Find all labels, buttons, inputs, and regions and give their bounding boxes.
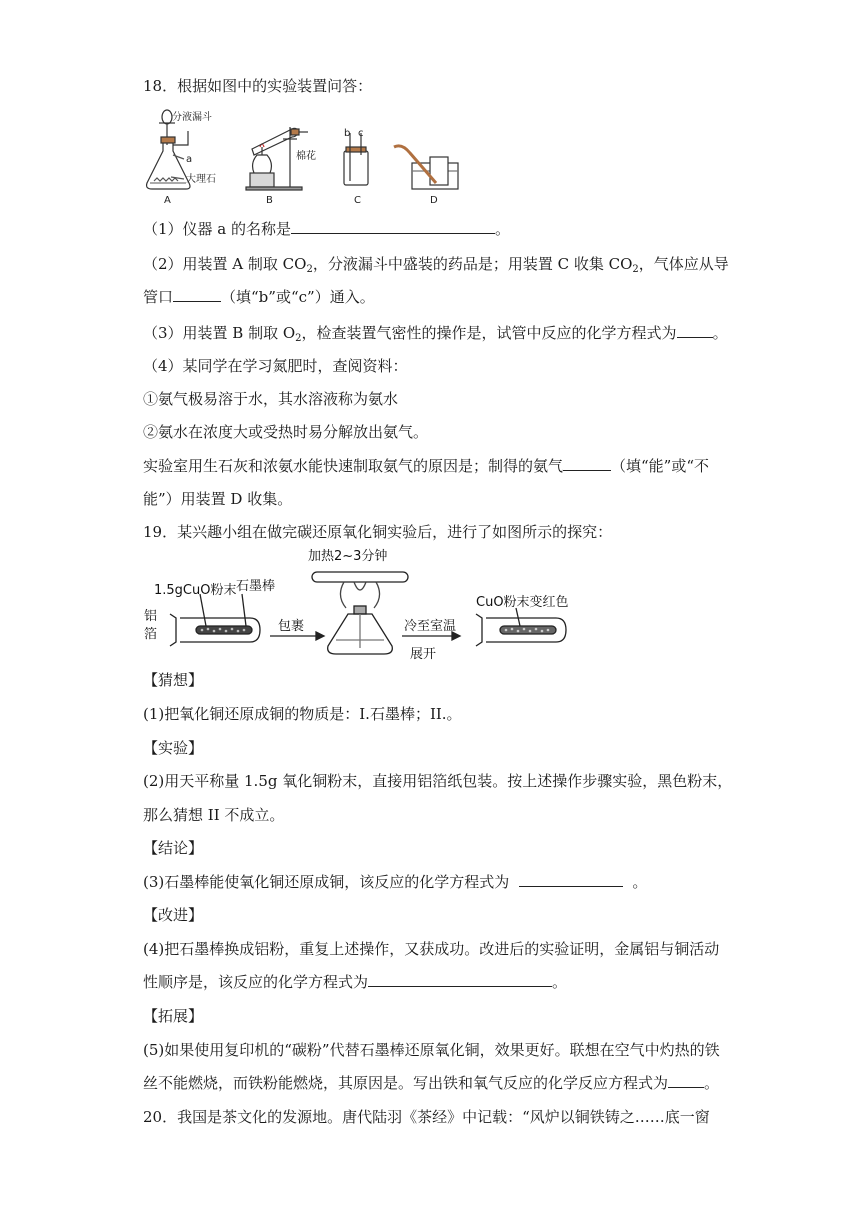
answer-blank[interactable] — [291, 219, 495, 234]
q18-part2-line2: 管口 （填“b”或“c”）通入。 — [143, 288, 375, 306]
label-B: B — [266, 195, 273, 206]
answer-blank[interactable] — [368, 972, 552, 987]
label-foil-1: 铝 — [144, 609, 158, 624]
answer-blank[interactable] — [563, 456, 611, 471]
label-marble: 大理石 — [186, 174, 216, 185]
q18-part1: （1）仪器 a 的名称是 。 — [143, 220, 511, 238]
apparatus-d — [394, 146, 458, 189]
q19-part2-line1: (2)用天平称量 1.5g 氧化铜粉末，直接用铝箔纸包装。按上述操作步骤实验，黑色粉末， — [143, 772, 733, 790]
label-unfold: 展开 — [410, 647, 437, 662]
answer-blank[interactable] — [519, 872, 623, 887]
foil-left — [170, 594, 260, 646]
q18-part2-line1: （2）用装置 A 制取 $CO_2$，分液漏斗中盛装的药品是；用装置 C 收集 $CO_2$，气体应从导 — [143, 255, 729, 275]
answer-blank[interactable] — [677, 323, 713, 338]
q19-part3: (3)石墨棒能使氧化铜还原成铜，该反应的化学方程式为 。 — [143, 873, 648, 891]
label-cuo-powder: 1.5gCuO粉末 — [154, 583, 237, 598]
heading-conclusion: 【结论】 — [143, 839, 204, 857]
label-heat: 加热2~3分钟 — [308, 549, 388, 564]
q19-part2-line2: 那么猜想 II 不成立。 — [143, 806, 285, 824]
label-a: a — [186, 154, 193, 165]
q18-apparatus-figure — [140, 103, 470, 207]
q19-part5-line2: 丝不能燃烧，而铁粉能燃烧，其原因是。写出铁和氧气反应的化学反应方程式为 。 — [143, 1074, 720, 1092]
answer-blank[interactable] — [173, 287, 221, 302]
heading-experiment: 【实验】 — [143, 739, 204, 757]
heading-extension: 【拓展】 — [143, 1007, 204, 1025]
label-cool: 冷至室温 — [404, 619, 457, 634]
q19-experiment-figure — [140, 546, 600, 664]
label-cotton: 棉花 — [296, 151, 316, 162]
label-D: D — [430, 195, 438, 206]
apparatus-c — [344, 133, 368, 185]
label-graphite-rod: 石墨棒 — [236, 579, 276, 594]
q18-part3: （3）用装置 B 制取 $O_2$，检查装置气密性的操作是，试管中反应的化学方程式为 。 — [143, 324, 728, 344]
label-foil-2: 箔 — [144, 627, 158, 642]
heading-improvement: 【改进】 — [143, 906, 204, 924]
label-C: C — [354, 195, 361, 206]
label-b: b — [344, 128, 351, 139]
label-result: CuO粉末变红色 — [476, 595, 569, 610]
q20-title: 20．我国是茶文化的发源地。唐代陆羽《茶经》中记载：“风炉以铜铁铸之……底一窗 — [143, 1108, 710, 1126]
q19-part4-line2: 性顺序是，该反应的化学方程式为 。 — [143, 973, 568, 991]
q19-title: 19．某兴趣小组在做完碳还原氧化铜实验后，进行了如图所示的探究： — [143, 523, 613, 541]
label-wrap: 包裹 — [278, 619, 305, 634]
q18-title: 18．根据如图中的实验装置问答： — [143, 77, 373, 95]
q18-part5-line2: 能”）用装置 D 收集。 — [143, 490, 293, 508]
label-funnel: 分液漏斗 — [172, 112, 212, 123]
alcohol-lamp — [312, 572, 408, 654]
q18-part4: （4）某同学在学习氮肥时，查阅资料： — [143, 357, 408, 375]
answer-blank[interactable] — [668, 1073, 704, 1088]
q19-part1: (1)把氧化铜还原成铜的物质是：I.石墨棒；II.。 — [143, 705, 462, 723]
q18-note2: ②氨水在浓度大或受热时易分解放出氨气。 — [143, 423, 429, 441]
q18-part5-line1: 实验室用生石灰和浓氨水能快速制取氨气的原因是；制得的氨气 （填“能”或“不 — [143, 457, 710, 475]
foil-right — [476, 608, 566, 646]
label-A: A — [164, 195, 171, 206]
label-c: c — [358, 128, 364, 139]
heading-guess: 【猜想】 — [143, 671, 204, 689]
q19-part5-line1: (5)如果使用复印机的“碳粉”代替石墨棒还原氧化铜，效果更好。联想在空气中灼热的铁 — [143, 1041, 720, 1059]
q18-note1: ①氨气极易溶于水，其水溶液称为氨水 — [143, 390, 399, 408]
q19-part4-line1: (4)把石墨棒换成铝粉，重复上述操作，又获成功。改进后的实验证明，金属铝与铜活动 — [143, 940, 720, 958]
